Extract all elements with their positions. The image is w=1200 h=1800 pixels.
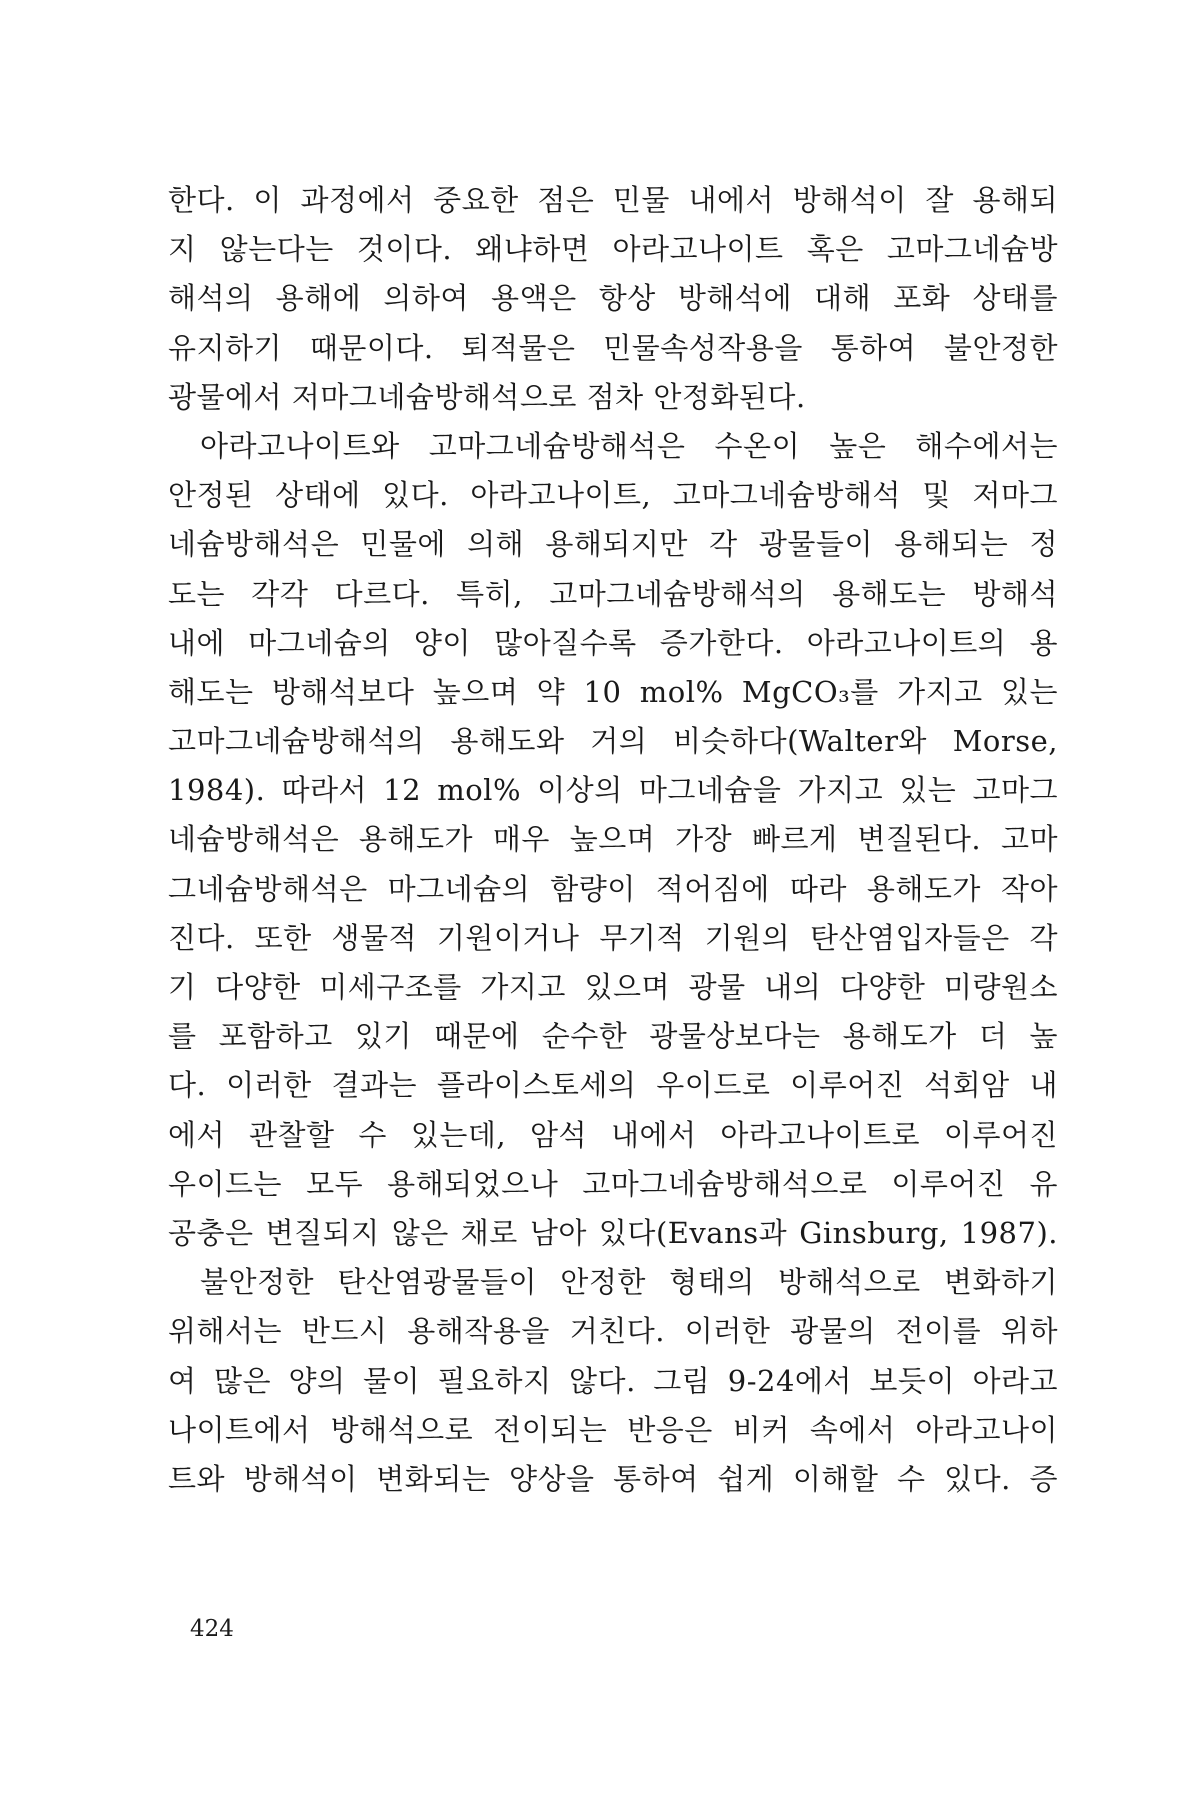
text-line: 다. 이러한 결과는 플라이스토세의 우이드로 이루어진 석회암 내 <box>168 1068 1058 1103</box>
text-line: 를 포함하고 있기 때문에 순수한 광물상보다는 용해도가 더 높 <box>168 1019 1058 1054</box>
text-line: 지 않는다는 것이다. 왜냐하면 아라고나이트 혹은 고마그네슘방 <box>168 232 1058 267</box>
text-line: 해석의 용해에 의하여 용액은 항상 방해석에 대해 포화 상태를 <box>168 281 1058 316</box>
text-line: 한다. 이 과정에서 중요한 점은 민물 내에서 방해석이 잘 용해되 <box>168 183 1058 217</box>
text-line: 아라고나이트와 고마그네슘방해석은 수온이 높은 해수에서는 <box>200 428 1058 463</box>
text-line: 해도는 방해석보다 높으며 약 10 mol% MgCO₃를 가지고 있는 <box>168 674 1058 709</box>
text-line: 유지하기 때문이다. 퇴적물은 민물속성작용을 통하여 불안정한 <box>168 330 1058 365</box>
text-line: 고마그네슘방해석의 용해도와 거의 비슷하다(Walter와 Morse, <box>168 724 1058 759</box>
text-line: 내에 마그네슘의 양이 많아질수록 증가한다. 아라고나이트의 용 <box>168 625 1058 660</box>
text-line: 불안정한 탄산염광물들이 안정한 형태의 방해석으로 변화하기 <box>200 1265 1058 1300</box>
body-text <box>168 176 1058 1504</box>
text-line: 나이트에서 방해석으로 전이되는 반응은 비커 속에서 아라고나이 <box>168 1412 1058 1447</box>
page-number: 424 <box>190 1616 234 1642</box>
text-line: 도는 각각 다르다. 특히, 고마그네슘방해석의 용해도는 방해석 <box>168 576 1058 611</box>
text-line: 안정된 상태에 있다. 아라고나이트, 고마그네슘방해석 및 저마그 <box>168 478 1058 513</box>
text-line: 진다. 또한 생물적 기원이거나 무기적 기원의 탄산염입자들은 각 <box>168 920 1058 955</box>
text-line: 기 다양한 미세구조를 가지고 있으며 광물 내의 다양한 미량원소 <box>168 970 1058 1004</box>
text-line: 그네슘방해석은 마그네슘의 함량이 적어짐에 따라 용해도가 작아 <box>168 871 1058 906</box>
text-line: 네슘방해석은 민물에 의해 용해되지만 각 광물들이 용해되는 정 <box>168 527 1058 562</box>
text-line: 네슘방해석은 용해도가 매우 높으며 가장 빠르게 변질된다. 고마 <box>168 822 1058 857</box>
text-line: 여 많은 양의 물이 필요하지 않다. 그림 9-24에서 보듯이 아라고 <box>168 1363 1058 1398</box>
text-line: 위해서는 반드시 용해작용을 거친다. 이러한 광물의 전이를 위하 <box>168 1314 1058 1349</box>
text-line: 1984). 따라서 12 mol% 이상의 마그네슘을 가지고 있는 고마그 <box>168 773 1058 808</box>
text-line: 트와 방해석이 변화되는 양상을 통하여 쉽게 이해할 수 있다. 증 <box>168 1461 1058 1496</box>
text-line: 공충은 변질되지 않은 채로 남아 있다(Evans과 Ginsburg, 1987). <box>168 1215 1058 1250</box>
text-line: 우이드는 모두 용해되었으나 고마그네슘방해석으로 이루어진 유 <box>168 1166 1058 1201</box>
text-line: 에서 관찰할 수 있는데, 암석 내에서 아라고나이트로 이루어진 <box>168 1117 1058 1152</box>
text-line: 광물에서 저마그네슘방해석으로 점차 안정화된다. <box>168 379 806 414</box>
